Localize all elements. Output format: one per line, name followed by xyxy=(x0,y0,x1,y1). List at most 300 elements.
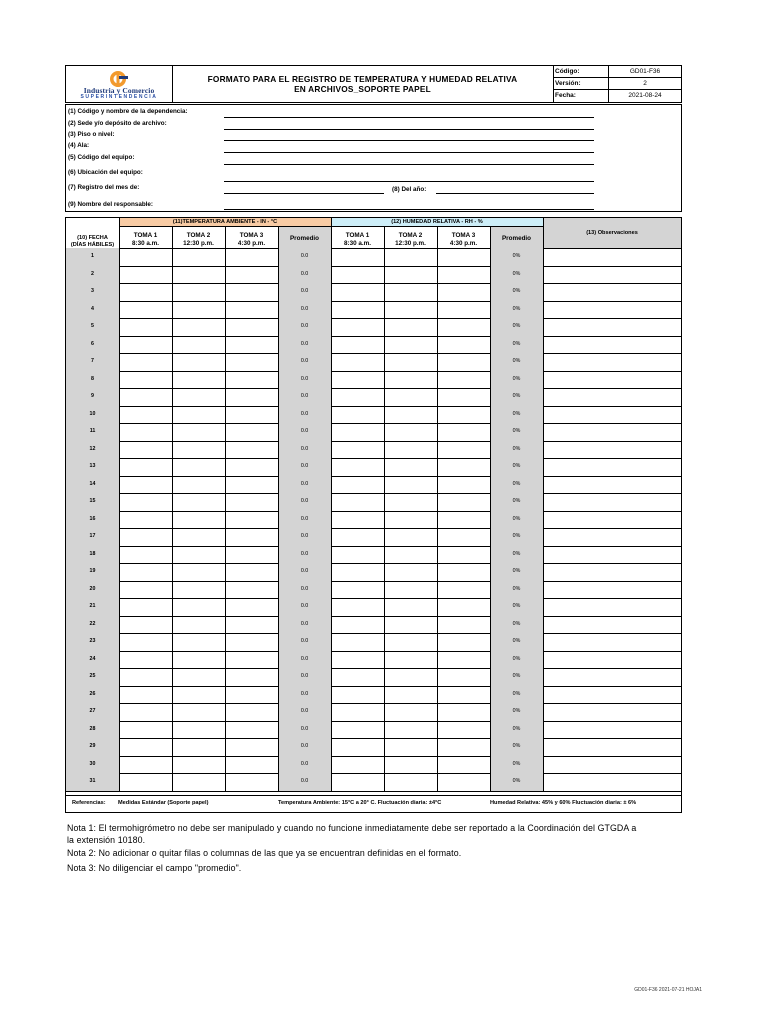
hum-toma1-cell[interactable] xyxy=(331,598,384,616)
hum-toma2-cell[interactable] xyxy=(384,406,437,424)
hum-toma3-cell[interactable] xyxy=(437,686,490,704)
hum-toma3-cell[interactable] xyxy=(437,511,490,529)
temp-toma2-cell[interactable] xyxy=(172,458,225,476)
table-row xyxy=(66,528,681,546)
temp-toma2-cell[interactable] xyxy=(172,563,225,581)
temp-toma2-cell[interactable] xyxy=(172,441,225,459)
temp-promedio-value: 0.0 xyxy=(300,305,309,312)
temp-toma2-cell[interactable] xyxy=(172,406,225,424)
hum-toma3-cell[interactable] xyxy=(437,406,490,424)
temp-toma1-cell[interactable] xyxy=(119,423,172,441)
observations-cell[interactable] xyxy=(543,651,681,669)
hum-toma2-cell[interactable] xyxy=(384,721,437,739)
hum-toma3-cell[interactable] xyxy=(437,266,490,284)
hum-toma3-cell[interactable] xyxy=(437,616,490,634)
temp-toma1-cell[interactable] xyxy=(119,546,172,564)
temp-toma3-cell[interactable] xyxy=(225,668,278,686)
hum-toma2-cell[interactable] xyxy=(384,476,437,494)
field-line-codigo-equipo[interactable] xyxy=(224,164,594,165)
hum-toma1-cell[interactable] xyxy=(331,458,384,476)
hum-promedio-value: 0% xyxy=(512,410,521,417)
observations-cell[interactable] xyxy=(543,528,681,546)
day-number: 30 xyxy=(89,760,96,767)
observations-cell[interactable] xyxy=(543,511,681,529)
note-1-line1: Nota 1: El termohigrómetro no debe ser manipulado y cuando no funcione inmediatamente debe ser reportado a la Coordinación del GTGDA a xyxy=(67,823,637,833)
temp-toma2-cell[interactable] xyxy=(172,493,225,511)
hum-toma2-cell[interactable] xyxy=(384,598,437,616)
temp-promedio-value: 0.0 xyxy=(300,585,309,592)
temp-toma3-cell[interactable] xyxy=(225,633,278,651)
hum-promedio-value: 0% xyxy=(512,480,521,487)
hum-toma3-cell[interactable] xyxy=(437,703,490,721)
table-row xyxy=(66,773,681,791)
temp-toma2-cell[interactable] xyxy=(172,651,225,669)
temp-toma3-cell[interactable] xyxy=(225,738,278,756)
temp-toma1-cell[interactable] xyxy=(119,353,172,371)
field-line-responsable[interactable] xyxy=(224,209,594,210)
hum-toma3-cell[interactable] xyxy=(437,371,490,389)
temp-toma3-cell[interactable] xyxy=(225,336,278,354)
day-number: 27 xyxy=(89,708,96,714)
hum-toma3-cell[interactable] xyxy=(437,546,490,564)
hum-toma2-cell[interactable] xyxy=(384,633,437,651)
temp-toma2-cell[interactable] xyxy=(172,301,225,319)
hum-toma1-cell[interactable] xyxy=(331,773,384,791)
hum-toma1-cell[interactable] xyxy=(331,371,384,389)
hum-toma2-cell[interactable] xyxy=(384,458,437,476)
temp-toma3-cell[interactable] xyxy=(225,493,278,511)
day-number: 1 xyxy=(91,253,94,259)
temp-toma1-cell[interactable] xyxy=(119,458,172,476)
hum-toma1-cell[interactable] xyxy=(331,738,384,756)
temp-toma1-cell[interactable] xyxy=(119,248,172,266)
hum-toma1-cell[interactable] xyxy=(331,476,384,494)
day-number: 18 xyxy=(89,550,96,557)
hum-toma2-cell[interactable] xyxy=(384,511,437,529)
hum-toma3-cell[interactable] xyxy=(437,318,490,336)
temp-toma1-cell[interactable] xyxy=(119,738,172,756)
temp-toma3-cell[interactable] xyxy=(225,458,278,476)
hum-promedio-value: 0% xyxy=(512,498,521,504)
temp-toma3-cell[interactable] xyxy=(225,598,278,616)
temp-toma1-cell[interactable] xyxy=(119,528,172,546)
hum-toma1-cell[interactable] xyxy=(331,318,384,336)
hum-toma2-cell[interactable] xyxy=(384,353,437,371)
hum-promedio-value: 0% xyxy=(512,375,521,382)
field-line-piso[interactable] xyxy=(224,140,594,141)
hum-toma2-cell[interactable] xyxy=(384,703,437,721)
hum-toma1-cell[interactable] xyxy=(331,493,384,511)
temp-toma2-cell[interactable] xyxy=(172,738,225,756)
temp-toma3-cell[interactable] xyxy=(225,773,278,791)
temp-toma1-cell[interactable] xyxy=(119,493,172,511)
day-number: 13 xyxy=(89,463,96,469)
hum-toma1-cell[interactable] xyxy=(331,248,384,266)
temp-toma2-cell[interactable] xyxy=(172,668,225,686)
temp-toma3-cell[interactable] xyxy=(225,371,278,389)
temp-toma1-cell[interactable] xyxy=(119,581,172,599)
day-number: 16 xyxy=(89,515,96,522)
hum-toma2-cell[interactable] xyxy=(384,773,437,791)
field-line-ubicacion[interactable] xyxy=(224,181,594,182)
temp-toma1-cell[interactable] xyxy=(119,511,172,529)
observations-cell[interactable] xyxy=(543,371,681,389)
hum-toma1-cell[interactable] xyxy=(331,353,384,371)
hum-toma3-cell[interactable] xyxy=(437,633,490,651)
hum-toma2-cell[interactable] xyxy=(384,441,437,459)
temp-toma2-cell[interactable] xyxy=(172,283,225,301)
hum-toma2-cell[interactable] xyxy=(384,738,437,756)
day-number: 7 xyxy=(91,358,94,364)
temp-toma3-cell[interactable] xyxy=(225,616,278,634)
hum-promedio-value: 0% xyxy=(512,708,521,714)
temp-toma1-cell[interactable] xyxy=(119,283,172,301)
field-line-sede[interactable] xyxy=(224,129,594,130)
document-title xyxy=(172,66,554,102)
hum-toma2-cell[interactable] xyxy=(384,318,437,336)
hum-promedio-value: 0% xyxy=(512,743,521,749)
temp-toma3-cell[interactable] xyxy=(225,423,278,441)
temp-toma1-cell[interactable] xyxy=(119,633,172,651)
note-2: Nota 2: No adicionar o quitar filas o columnas de las que ya se encuentran definidas en el formato. xyxy=(67,848,462,858)
temp-toma1-cell[interactable] xyxy=(119,616,172,634)
temp-toma3-cell[interactable] xyxy=(225,546,278,564)
observations-cell[interactable] xyxy=(543,476,681,494)
table-row xyxy=(66,318,681,336)
hum-toma1-cell[interactable] xyxy=(331,633,384,651)
temp-toma1-cell[interactable] xyxy=(119,336,172,354)
day-number: 29 xyxy=(89,743,96,749)
hum-toma2-cell[interactable] xyxy=(384,581,437,599)
temp-promedio-value: 0.0 xyxy=(300,445,309,452)
hum-toma3-cell[interactable] xyxy=(437,581,490,599)
observations-cell[interactable] xyxy=(543,493,681,511)
hum-toma3-cell[interactable] xyxy=(437,651,490,669)
hum-promedio-value: 0% xyxy=(512,533,521,539)
hum-promedio-value: 0% xyxy=(512,760,521,767)
temp-toma3-cell[interactable] xyxy=(225,441,278,459)
day-number: 20 xyxy=(89,585,96,592)
hum-toma2-cell[interactable] xyxy=(384,651,437,669)
temp-toma2-cell[interactable] xyxy=(172,773,225,791)
hum-toma2-cell[interactable] xyxy=(384,616,437,634)
hum-toma2-cell[interactable] xyxy=(384,266,437,284)
hum-promedio-value: 0% xyxy=(512,778,521,784)
temp-toma1-cell[interactable] xyxy=(119,773,172,791)
temp-toma1-cell[interactable] xyxy=(119,686,172,704)
hum-toma1-cell[interactable] xyxy=(331,563,384,581)
table-row xyxy=(66,476,681,494)
temp-toma3-cell[interactable] xyxy=(225,581,278,599)
field-label-anio: (8) Del año: xyxy=(392,186,427,193)
day-number: 11 xyxy=(89,428,96,434)
temp-toma1-cell[interactable] xyxy=(119,371,172,389)
temp-toma2-cell[interactable] xyxy=(172,336,225,354)
table-row xyxy=(66,388,681,406)
hum-toma3-cell[interactable] xyxy=(437,336,490,354)
temp-toma1-cell[interactable] xyxy=(119,563,172,581)
hum-toma3-cell[interactable] xyxy=(437,353,490,371)
fecha-value: 2021-08-24 xyxy=(628,92,662,99)
temp-toma2-cell[interactable] xyxy=(172,388,225,406)
temp-toma3-cell[interactable] xyxy=(225,686,278,704)
table-row xyxy=(66,371,681,389)
hum-toma3-header: TOMA 3 4:30 p.m. xyxy=(449,232,478,247)
records-table xyxy=(65,217,682,813)
temp-toma2-header: TOMA 2 12:30 p.m. xyxy=(183,232,214,247)
day-number: 23 xyxy=(89,638,96,644)
temp-toma2-cell[interactable] xyxy=(172,546,225,564)
hum-toma3-cell[interactable] xyxy=(437,388,490,406)
hum-toma1-header: TOMA 1 8:30 a.m. xyxy=(344,232,371,247)
humidity-group-header: (12) HUMEDAD RELATIVA - RH - % xyxy=(331,218,543,227)
hum-toma1-cell[interactable] xyxy=(331,266,384,284)
hum-toma3-cell[interactable] xyxy=(437,441,490,459)
temp-toma3-cell[interactable] xyxy=(225,476,278,494)
temp-promedio-value: 0.0 xyxy=(300,253,309,259)
hum-toma1-cell[interactable] xyxy=(331,581,384,599)
temp-promedio-value: 0.0 xyxy=(300,760,309,767)
hum-toma1-cell[interactable] xyxy=(331,336,384,354)
hum-toma2-cell[interactable] xyxy=(384,283,437,301)
observations-cell[interactable] xyxy=(543,563,681,581)
field-line-ala[interactable] xyxy=(224,152,594,153)
temp-toma2-cell[interactable] xyxy=(172,423,225,441)
hum-toma3-cell[interactable] xyxy=(437,423,490,441)
table-row xyxy=(66,598,681,616)
hum-toma2-cell[interactable] xyxy=(384,528,437,546)
observations-cell[interactable] xyxy=(543,458,681,476)
hum-promedio-value: 0% xyxy=(512,445,521,452)
temp-toma1-cell[interactable] xyxy=(119,756,172,774)
temp-toma1-cell[interactable] xyxy=(119,598,172,616)
hum-toma3-cell[interactable] xyxy=(437,721,490,739)
temp-toma3-cell[interactable] xyxy=(225,388,278,406)
hum-toma1-cell[interactable] xyxy=(331,511,384,529)
hum-toma1-cell[interactable] xyxy=(331,388,384,406)
temp-toma2-cell[interactable] xyxy=(172,633,225,651)
observations-cell[interactable] xyxy=(543,721,681,739)
hum-toma3-cell[interactable] xyxy=(437,773,490,791)
hum-toma1-cell[interactable] xyxy=(331,528,384,546)
observations-cell[interactable] xyxy=(543,336,681,354)
hum-toma3-cell[interactable] xyxy=(437,528,490,546)
temp-toma2-cell[interactable] xyxy=(172,721,225,739)
temp-toma3-cell[interactable] xyxy=(225,721,278,739)
temp-toma3-cell[interactable] xyxy=(225,528,278,546)
hum-toma3-cell[interactable] xyxy=(437,756,490,774)
temp-promedio-value: 0.0 xyxy=(300,725,309,732)
temp-toma2-cell[interactable] xyxy=(172,598,225,616)
hum-toma1-cell[interactable] xyxy=(331,721,384,739)
day-number: 28 xyxy=(89,725,96,732)
hum-promedio-value: 0% xyxy=(512,585,521,592)
temp-toma1-cell[interactable] xyxy=(119,651,172,669)
ref-temperature: Temperatura Ambiente: 15°C a 20° C. Fluctuación diaria: ±4°C xyxy=(278,800,442,806)
temp-toma2-cell[interactable] xyxy=(172,581,225,599)
temp-toma3-cell[interactable] xyxy=(225,283,278,301)
observations-cell[interactable] xyxy=(543,756,681,774)
observations-cell[interactable] xyxy=(543,301,681,319)
field-label-dependencia: (1) Código y nombre de la dependencia: xyxy=(68,108,188,115)
temp-toma3-cell[interactable] xyxy=(225,651,278,669)
hum-toma3-cell[interactable] xyxy=(437,458,490,476)
field-label-mes: (7) Registro del mes de: xyxy=(68,184,140,191)
temp-toma3-cell[interactable] xyxy=(225,703,278,721)
hum-toma1-cell[interactable] xyxy=(331,406,384,424)
hum-toma2-cell[interactable] xyxy=(384,336,437,354)
observations-cell[interactable] xyxy=(543,686,681,704)
field-label-ubicacion: (6) Ubicación del equipo: xyxy=(68,169,143,176)
observations-cell[interactable] xyxy=(543,388,681,406)
temp-promedio-value: 0.0 xyxy=(300,515,309,522)
temp-toma3-cell[interactable] xyxy=(225,511,278,529)
observations-cell[interactable] xyxy=(543,318,681,336)
logo xyxy=(66,66,173,102)
hum-toma3-cell[interactable] xyxy=(437,493,490,511)
hum-toma1-cell[interactable] xyxy=(331,441,384,459)
temp-toma3-cell[interactable] xyxy=(225,353,278,371)
table-row xyxy=(66,283,681,301)
hum-toma1-cell[interactable] xyxy=(331,301,384,319)
hum-toma3-cell[interactable] xyxy=(437,301,490,319)
hum-toma2-cell[interactable] xyxy=(384,493,437,511)
temp-toma1-cell[interactable] xyxy=(119,301,172,319)
observations-cell[interactable] xyxy=(543,546,681,564)
temp-promedio-value: 0.0 xyxy=(300,375,309,382)
hum-toma3-cell[interactable] xyxy=(437,476,490,494)
observations-cell[interactable] xyxy=(543,773,681,791)
field-line-anio[interactable] xyxy=(436,193,594,194)
temp-toma1-cell[interactable] xyxy=(119,441,172,459)
temp-promedio-value: 0.0 xyxy=(300,288,309,294)
temp-toma2-cell[interactable] xyxy=(172,616,225,634)
observations-cell[interactable] xyxy=(543,406,681,424)
temp-toma2-cell[interactable] xyxy=(172,528,225,546)
day-number: 14 xyxy=(89,480,96,487)
table-row xyxy=(66,581,681,599)
temp-toma1-cell[interactable] xyxy=(119,476,172,494)
observations-cell[interactable] xyxy=(543,598,681,616)
field-label-piso: (3) Piso o nivel: xyxy=(68,131,115,138)
hum-promedio-value: 0% xyxy=(512,288,521,294)
hum-toma3-cell[interactable] xyxy=(437,248,490,266)
hum-toma1-cell[interactable] xyxy=(331,546,384,564)
observations-cell[interactable] xyxy=(543,353,681,371)
observations-cell[interactable] xyxy=(543,738,681,756)
observations-cell[interactable] xyxy=(543,703,681,721)
temp-toma2-cell[interactable] xyxy=(172,703,225,721)
temp-toma3-cell[interactable] xyxy=(225,266,278,284)
hum-promedio-value: 0% xyxy=(512,323,521,329)
hum-toma2-cell[interactable] xyxy=(384,248,437,266)
hum-toma3-cell[interactable] xyxy=(437,283,490,301)
field-line-dependencia[interactable] xyxy=(224,117,594,118)
hum-toma1-cell[interactable] xyxy=(331,616,384,634)
hum-toma2-cell[interactable] xyxy=(384,563,437,581)
temp-toma3-cell[interactable] xyxy=(225,756,278,774)
hum-toma1-cell[interactable] xyxy=(331,756,384,774)
hum-toma2-cell[interactable] xyxy=(384,388,437,406)
hum-toma2-cell[interactable] xyxy=(384,301,437,319)
temp-toma2-cell[interactable] xyxy=(172,511,225,529)
observations-cell[interactable] xyxy=(543,248,681,266)
temp-promedio-value: 0.0 xyxy=(300,603,309,609)
temp-toma2-cell[interactable] xyxy=(172,686,225,704)
temp-toma1-cell[interactable] xyxy=(119,668,172,686)
hum-toma1-cell[interactable] xyxy=(331,283,384,301)
temp-toma1-cell[interactable] xyxy=(119,406,172,424)
hum-toma2-header: TOMA 2 12:30 p.m. xyxy=(395,232,426,247)
temp-toma3-cell[interactable] xyxy=(225,563,278,581)
day-number: 24 xyxy=(89,655,96,662)
observations-cell[interactable] xyxy=(543,616,681,634)
hum-toma3-cell[interactable] xyxy=(437,738,490,756)
note-1-line2: la extensión 10180. xyxy=(67,835,146,845)
temp-toma1-cell[interactable] xyxy=(119,318,172,336)
fecha-label: Fecha: xyxy=(555,92,576,99)
hum-toma3-cell[interactable] xyxy=(437,563,490,581)
title-line-2: EN ARCHIVOS_SOPORTE PAPEL xyxy=(294,84,431,94)
hum-toma3-cell[interactable] xyxy=(437,598,490,616)
temp-toma1-cell[interactable] xyxy=(119,388,172,406)
hum-toma3-cell[interactable] xyxy=(437,668,490,686)
hum-promedio-value: 0% xyxy=(512,550,521,557)
hum-toma2-cell[interactable] xyxy=(384,423,437,441)
temp-toma2-cell[interactable] xyxy=(172,353,225,371)
hum-toma1-cell[interactable] xyxy=(331,668,384,686)
temp-toma1-cell[interactable] xyxy=(119,266,172,284)
temp-toma3-cell[interactable] xyxy=(225,301,278,319)
hum-toma1-cell[interactable] xyxy=(331,423,384,441)
observations-cell[interactable] xyxy=(543,283,681,301)
table-row xyxy=(66,511,681,529)
temp-toma2-cell[interactable] xyxy=(172,756,225,774)
field-line-mes[interactable] xyxy=(224,193,384,194)
temp-toma3-cell[interactable] xyxy=(225,318,278,336)
hum-toma2-cell[interactable] xyxy=(384,686,437,704)
temp-toma2-cell[interactable] xyxy=(172,248,225,266)
hum-toma2-cell[interactable] xyxy=(384,668,437,686)
ref-humidity: Humedad Relativa: 45% y 60% Fluctuación diaria: ± 6% xyxy=(490,800,637,806)
temp-toma2-cell[interactable] xyxy=(172,318,225,336)
table-row xyxy=(66,738,681,756)
observations-cell[interactable] xyxy=(543,423,681,441)
table-row xyxy=(66,668,681,686)
observations-cell[interactable] xyxy=(543,633,681,651)
fecha-header-line1: (10) FECHA xyxy=(77,235,108,241)
temp-toma3-cell[interactable] xyxy=(225,248,278,266)
day-number: 22 xyxy=(89,620,96,627)
hum-toma1-cell[interactable] xyxy=(331,703,384,721)
temp-toma2-cell[interactable] xyxy=(172,266,225,284)
temp-toma2-cell[interactable] xyxy=(172,476,225,494)
observations-cell[interactable] xyxy=(543,266,681,284)
temp-toma2-cell[interactable] xyxy=(172,371,225,389)
hum-toma2-cell[interactable] xyxy=(384,371,437,389)
observations-cell[interactable] xyxy=(543,668,681,686)
hum-toma1-cell[interactable] xyxy=(331,651,384,669)
temp-toma1-cell[interactable] xyxy=(119,703,172,721)
hum-toma1-cell[interactable] xyxy=(331,686,384,704)
temp-toma1-cell[interactable] xyxy=(119,721,172,739)
temp-toma3-cell[interactable] xyxy=(225,406,278,424)
hum-toma2-cell[interactable] xyxy=(384,546,437,564)
day-number: 6 xyxy=(91,340,94,347)
observations-cell[interactable] xyxy=(543,581,681,599)
hum-toma2-cell[interactable] xyxy=(384,756,437,774)
observations-cell[interactable] xyxy=(543,441,681,459)
